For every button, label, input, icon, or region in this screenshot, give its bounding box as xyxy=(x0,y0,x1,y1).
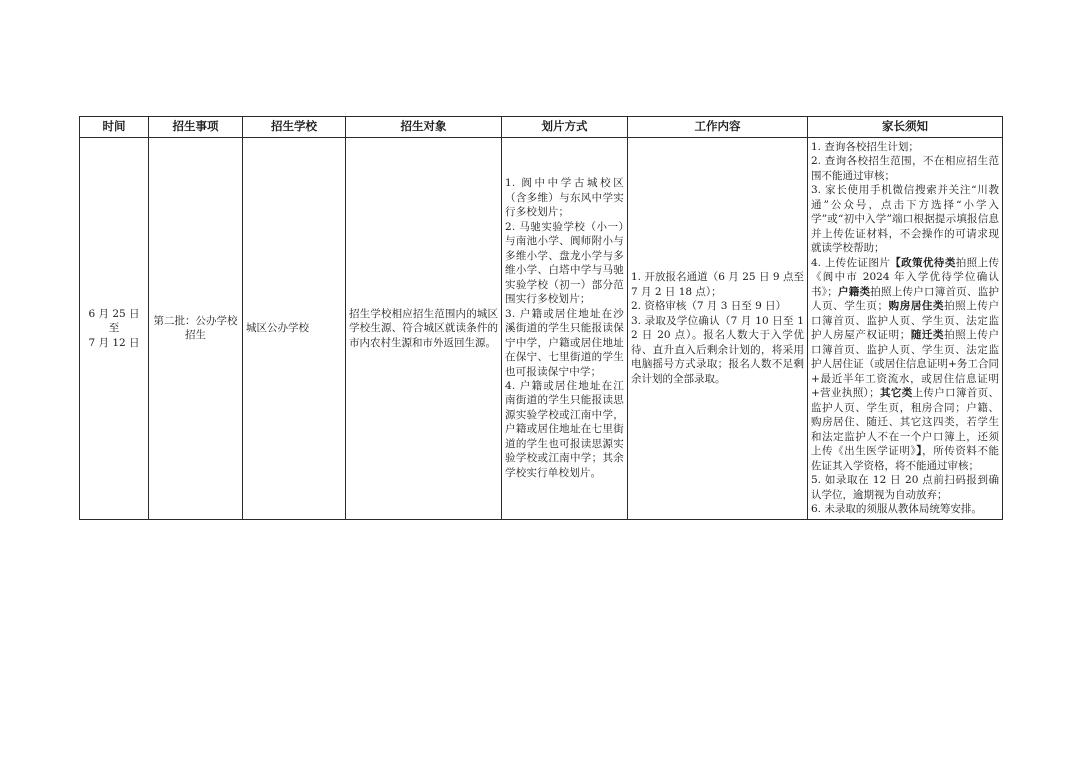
header-parent-notice: 家长须知 xyxy=(808,117,1003,138)
zoning-item-3: 3. 户籍或居住地址在沙溪街道的学生只能报读保宁中学，户籍或居住地址在保宁、七里街道的学生也可报读保宁中学； xyxy=(505,307,624,378)
notice-item-1: 1. 查询各校招生计划； xyxy=(811,141,919,153)
notice-migrant-text: 拍照上传户口簿首页、监护人页、学生页、法定监护人居住证（或居住信息证明+务工合同+最近半年工资流水，或居住信息证明+营业执照）； xyxy=(811,329,999,400)
zoning-item-2: 2. 马驰实验学校（小一）与南池小学、阆师附小与多维小学、盘龙小学与多维小学、白塔中学与马驰实验学校（初一）部分范围实行多校划片； xyxy=(505,220,624,306)
notice-category-house-purchase: 购房居住类 xyxy=(888,300,945,313)
school-cell: 城区公办学校 xyxy=(243,138,346,520)
table-row xyxy=(80,138,1003,520)
work-item-3: 3. 录取及学位确认（7 月 10 日至 12 日 20 点）。报名人数大于入学优待、直升直入后剩余计划的，将采用电脑摇号方式录取；报名人数不足剩余计划的全部录取。 xyxy=(631,314,804,385)
header-enrollment-school: 招生学校 xyxy=(243,117,346,138)
header-work-content: 工作内容 xyxy=(628,117,808,138)
date-cell xyxy=(80,138,149,520)
date-to: 至 xyxy=(108,322,120,335)
zoning-item-4: 4. 户籍或居住地址在江南街道的学生只能报读思源实验学校或江南中学，户籍或居住地址在七里街道的学生也可报读思源实验学校或江南中学；其余学校实行单校划片。 xyxy=(505,379,624,479)
work-cell xyxy=(628,138,808,520)
notice-item-3: 3. 家长使用手机微信搜索并关注“川教通”公众号，点击下方选择“小学入学”或“初中入学”端口根据提示填报信息并上传佐证材料，不会操作的可请求现就读学校帮助； xyxy=(811,184,999,255)
header-enrollment-target: 招生对象 xyxy=(346,117,502,138)
notice-category-other: 其它类 xyxy=(879,387,913,400)
work-item-1: 1. 开放报名通道（6 月 25 日 9 点至 7 月 2 日 18 点）； xyxy=(631,271,804,298)
notice-item-5: 5. 如录取在 12 日 20 点前扫码报到确认学位，逾期视为自动放弃； xyxy=(811,474,999,501)
notice-cell xyxy=(808,138,1003,520)
notice-category-migrant: 随迁类 xyxy=(910,329,945,342)
notice-item-4-intro: 4. 上传佐证图片 xyxy=(811,256,891,269)
notice-household-text: 拍照上传户口簿首页、监护人页、学生页； xyxy=(811,285,999,313)
header-time: 时间 xyxy=(80,117,149,138)
notice-category-policy: 【政策优待类 xyxy=(890,256,956,269)
notice-bracket-close: 】 xyxy=(916,445,923,458)
notice-item-2: 2. 查询各校招生范围，不在相应招生范围不能通过审核； xyxy=(811,155,999,182)
enrollment-table xyxy=(79,116,1003,520)
header-enrollment-item: 招生事项 xyxy=(149,117,243,138)
target-cell: 招生学校相应招生范围内的城区学校生源、符合城区就读条件的市内农村生源和市外返回生源。 xyxy=(346,138,502,520)
notice-category-household: 户籍类 xyxy=(837,285,871,298)
zoning-item-1: 1. 阆中中学古城校区（含多维）与东风中学实行多校划片； xyxy=(505,177,624,219)
notice-item-4 xyxy=(811,256,999,473)
work-item-2: 2. 资格审核（7 月 3 日至 9 日） xyxy=(631,300,787,313)
notice-other-text: 上传户口簿首页、监护人页、学生页，租房合同；户籍、购房居住、随迁、其它这四类，若学生和法定监护人不在一个户口簿上，还须上传《出生医学证明》 xyxy=(811,387,1000,458)
header-zoning-method: 划片方式 xyxy=(502,117,628,138)
header-row xyxy=(80,117,1003,138)
notice-house-purchase-text: 拍照上传户口簿首页、监护人页、学生页、法定监护人房屋产权证明； xyxy=(811,300,999,342)
date-start: 6 月 25 日 xyxy=(88,307,140,320)
notice-item-6: 6. 未录取的须服从教体局统筹安排。 xyxy=(811,503,982,516)
notice-closing-text: ，所传资料不能佐证其入学资格，将不能通过审核； xyxy=(811,445,1000,472)
notice-policy-text: 拍照上传《阆中市 2024 年入学优待学位确认书》； xyxy=(811,256,1000,298)
zoning-cell xyxy=(502,138,628,520)
batch-cell: 第二批：公办学校招生 xyxy=(149,138,243,520)
date-end: 7 月 12 日 xyxy=(88,336,140,349)
